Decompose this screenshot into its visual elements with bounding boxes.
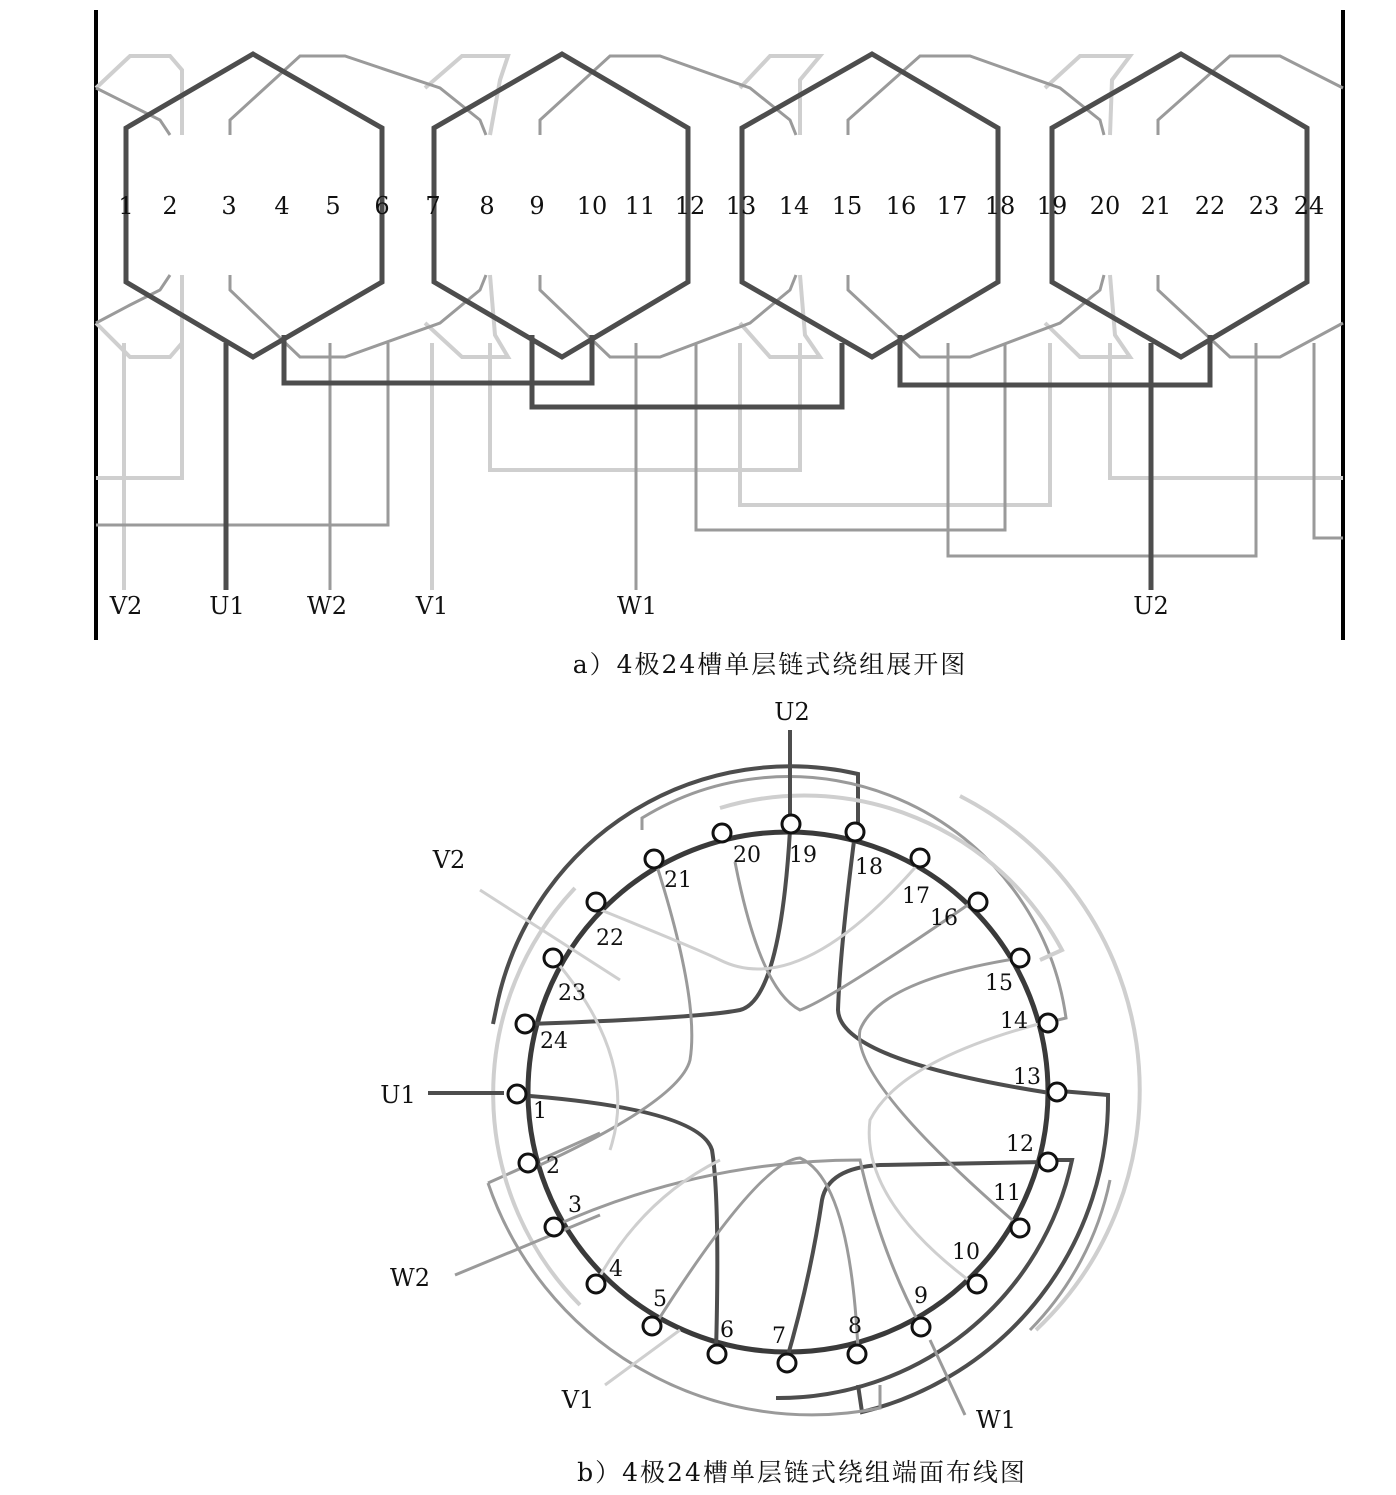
slot-label: 11 bbox=[993, 1181, 1021, 1206]
slot-label: 21 bbox=[664, 868, 692, 893]
slot-label: 10 bbox=[576, 192, 608, 220]
slot-marker bbox=[911, 849, 929, 867]
terminal-w1-label: W1 bbox=[976, 1406, 1016, 1434]
slot-label: 6 bbox=[374, 192, 390, 220]
terminal-w2-label: W2 bbox=[390, 1264, 430, 1292]
slot-label: 19 bbox=[789, 843, 817, 868]
slot-label: 4 bbox=[274, 192, 290, 220]
slot-label: 8 bbox=[848, 1314, 862, 1339]
slot-marker bbox=[713, 824, 731, 842]
slot-marker bbox=[545, 1218, 563, 1236]
slot-marker bbox=[782, 815, 800, 833]
slot-label: 6 bbox=[720, 1318, 734, 1343]
slot-label: 5 bbox=[653, 1287, 667, 1312]
slot-marker bbox=[516, 1015, 534, 1033]
slot-marker bbox=[508, 1085, 526, 1103]
slot-label: 18 bbox=[855, 855, 883, 880]
slot-label: 12 bbox=[674, 192, 706, 220]
terminal-leads bbox=[428, 730, 965, 1415]
caption-a: a）4极24槽单层链式绕组展开图 bbox=[572, 650, 968, 679]
slot-marker bbox=[969, 893, 987, 911]
slot-label: 16 bbox=[885, 192, 917, 220]
slot-marker bbox=[968, 1275, 986, 1293]
slot-label: 24 bbox=[1293, 192, 1325, 220]
end-view bbox=[380, 698, 1139, 1487]
u-phase-coils bbox=[126, 54, 1307, 590]
slot-ring bbox=[528, 832, 1048, 1352]
slot-marker bbox=[848, 1345, 866, 1363]
slot-label: 3 bbox=[221, 192, 237, 220]
slot-label: 15 bbox=[985, 971, 1013, 996]
slot-marker bbox=[1011, 949, 1029, 967]
slot-label: 11 bbox=[624, 192, 656, 220]
slot-label: 15 bbox=[831, 192, 863, 220]
slot-label: 10 bbox=[952, 1240, 980, 1265]
slot-label: 14 bbox=[778, 192, 810, 220]
w-phase-coils bbox=[96, 56, 1343, 590]
terminal-w1-label: W1 bbox=[617, 592, 657, 620]
slot-marker bbox=[1039, 1014, 1057, 1032]
slot-marker bbox=[587, 893, 605, 911]
developed-view bbox=[96, 10, 1343, 679]
slot-label: 8 bbox=[479, 192, 495, 220]
slot-label: 7 bbox=[425, 192, 441, 220]
slot-labels-end bbox=[533, 843, 1041, 1349]
slot-marker bbox=[645, 850, 663, 868]
slot-label: 5 bbox=[325, 192, 341, 220]
slot-marker bbox=[587, 1275, 605, 1293]
slot-marker bbox=[544, 949, 562, 967]
slot-label: 9 bbox=[529, 192, 545, 220]
terminal-u2-label: U2 bbox=[774, 698, 810, 726]
slot-label: 20 bbox=[1089, 192, 1121, 220]
slot-label: 22 bbox=[596, 926, 624, 951]
slot-label: 23 bbox=[558, 981, 586, 1006]
slot-label: 23 bbox=[1248, 192, 1280, 220]
slot-marker bbox=[643, 1317, 661, 1335]
terminal-u1-label: U1 bbox=[380, 1081, 416, 1109]
slot-marker bbox=[1039, 1153, 1057, 1171]
terminal-v1-label: V1 bbox=[415, 592, 449, 620]
slot-label: 9 bbox=[914, 1284, 928, 1309]
slot-label: 4 bbox=[609, 1257, 623, 1282]
slot-label: 21 bbox=[1140, 192, 1172, 220]
slot-label: 2 bbox=[546, 1154, 560, 1179]
terminal-u1-label: U1 bbox=[209, 592, 245, 620]
slot-label: 13 bbox=[725, 192, 757, 220]
terminal-v1-label: V1 bbox=[561, 1386, 595, 1414]
slot-label: 14 bbox=[1000, 1009, 1028, 1034]
terminal-u2-label: U2 bbox=[1133, 592, 1169, 620]
slot-label: 20 bbox=[733, 843, 761, 868]
slot-label: 13 bbox=[1013, 1065, 1041, 1090]
slot-label: 19 bbox=[1036, 192, 1068, 220]
slot-marker bbox=[778, 1354, 796, 1372]
slot-marker bbox=[1048, 1083, 1066, 1101]
slot-label: 18 bbox=[984, 192, 1016, 220]
slot-label: 12 bbox=[1006, 1132, 1034, 1157]
slot-marker bbox=[519, 1154, 537, 1172]
slot-label: 24 bbox=[540, 1029, 568, 1054]
slot-label: 2 bbox=[162, 192, 178, 220]
terminal-w2-label: W2 bbox=[307, 592, 347, 620]
slot-label: 17 bbox=[902, 884, 930, 909]
terminal-labels-developed bbox=[109, 592, 1169, 620]
slot-label: 1 bbox=[118, 192, 134, 220]
slot-marker bbox=[708, 1345, 726, 1363]
terminal-v2-label: V2 bbox=[432, 846, 466, 874]
slot-label: 17 bbox=[936, 192, 968, 220]
slot-circles bbox=[508, 815, 1066, 1372]
slot-label: 3 bbox=[568, 1193, 582, 1218]
slot-label: 16 bbox=[930, 906, 958, 931]
slot-label: 22 bbox=[1194, 192, 1226, 220]
slot-label: 1 bbox=[533, 1099, 547, 1124]
slot-marker bbox=[912, 1318, 930, 1336]
slot-marker bbox=[846, 823, 864, 841]
caption-b: b）4极24槽单层链式绕组端面布线图 bbox=[577, 1458, 1027, 1487]
v-phase-coils bbox=[96, 56, 1343, 590]
slot-label: 7 bbox=[772, 1324, 786, 1349]
slot-labels-developed bbox=[118, 192, 1324, 220]
terminal-v2-label: V2 bbox=[109, 592, 143, 620]
slot-marker bbox=[1011, 1219, 1029, 1237]
